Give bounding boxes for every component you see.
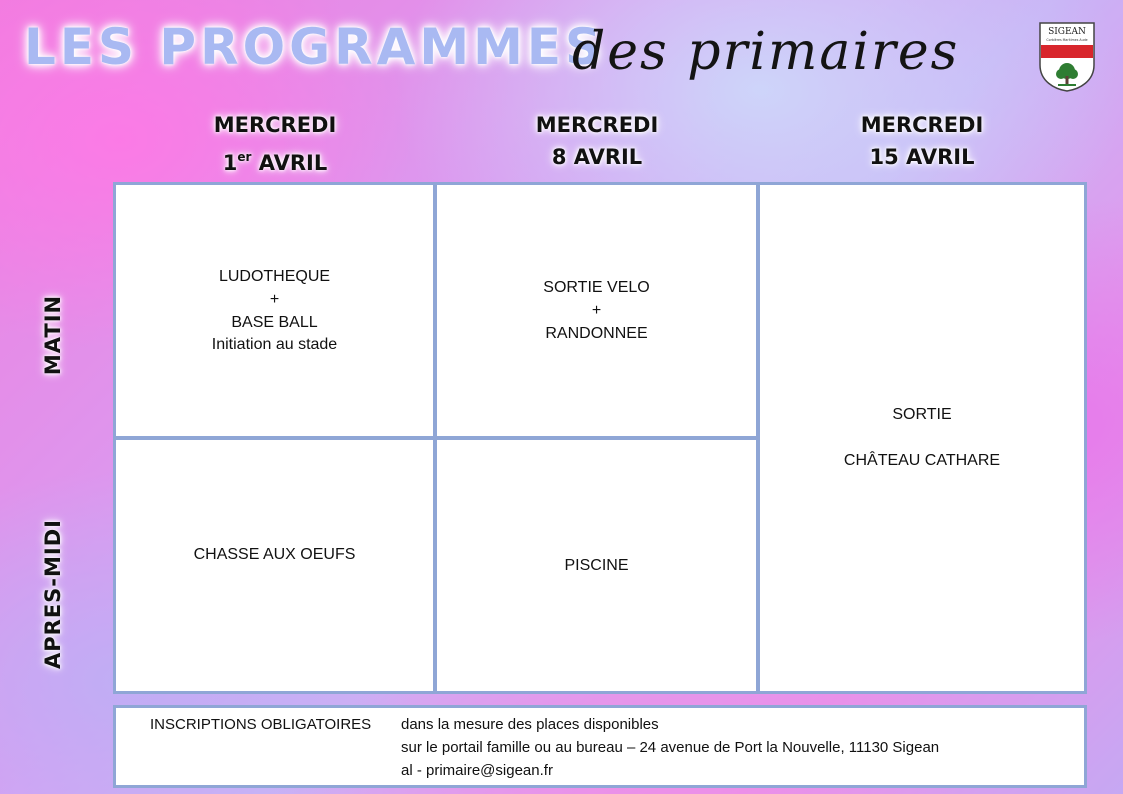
registration-info-box: [113, 705, 1087, 788]
activity: RANDONNEE: [545, 324, 648, 342]
day-header-2-weekday: MERCREDI: [535, 113, 659, 137]
day-header-3: [817, 109, 1027, 173]
cell-day2-morning: [437, 185, 756, 436]
day-header-3-weekday: MERCREDI: [860, 113, 984, 137]
registration-condition: dans la mesure des places disponibles: [401, 716, 659, 733]
crest-subtitle: Corbières Maritimes Aude: [1046, 38, 1088, 42]
plus-sign: +: [269, 290, 280, 308]
activity: SORTIE VELO: [543, 278, 650, 296]
period-label-afternoon: APRES-MIDI: [41, 519, 65, 669]
activity: SORTIE: [892, 406, 952, 423]
activity: PISCINE: [564, 556, 629, 574]
activity: BASE BALL: [231, 313, 318, 331]
activity: CHÂTEAU CATHARE: [843, 452, 1001, 469]
activity-note: Initiation au stade: [211, 335, 338, 353]
registration-email: al - primaire@sigean.fr: [401, 762, 553, 779]
registration-label: INSCRIPTIONS OBLIGATOIRES: [150, 716, 372, 733]
day-header-2-date: 8 AVRIL: [551, 145, 643, 169]
sigean-crest-logo: [1038, 21, 1096, 93]
activity: LUDOTHEQUE: [218, 267, 331, 285]
cell-day1-morning: [116, 185, 433, 436]
day-header-2: [492, 109, 702, 173]
plus-sign: +: [591, 301, 602, 319]
crest-name: SIGEAN: [1048, 27, 1086, 37]
cell-day1-afternoon: [116, 440, 433, 691]
period-label-morning: MATIN: [41, 294, 65, 376]
day-header-1-date: 1er AVRIL: [222, 150, 328, 175]
day-header-1-weekday: MERCREDI: [213, 113, 337, 137]
day-header-1: [170, 109, 380, 179]
registration-location: sur le portail famille ou au bureau – 24 avenue de Port la Nouvelle, 11130 Sigean: [401, 739, 940, 756]
page-title: LES PROGRAMMES: [24, 18, 605, 76]
activity: CHASSE AUX OEUFS: [193, 546, 356, 563]
cell-day2-afternoon: [437, 440, 756, 691]
schedule-grid: [113, 182, 1087, 694]
day-header-3-date: 15 AVRIL: [869, 145, 975, 169]
cell-day3-full-day: [760, 185, 1084, 691]
page-subtitle: des primaires: [572, 22, 960, 82]
